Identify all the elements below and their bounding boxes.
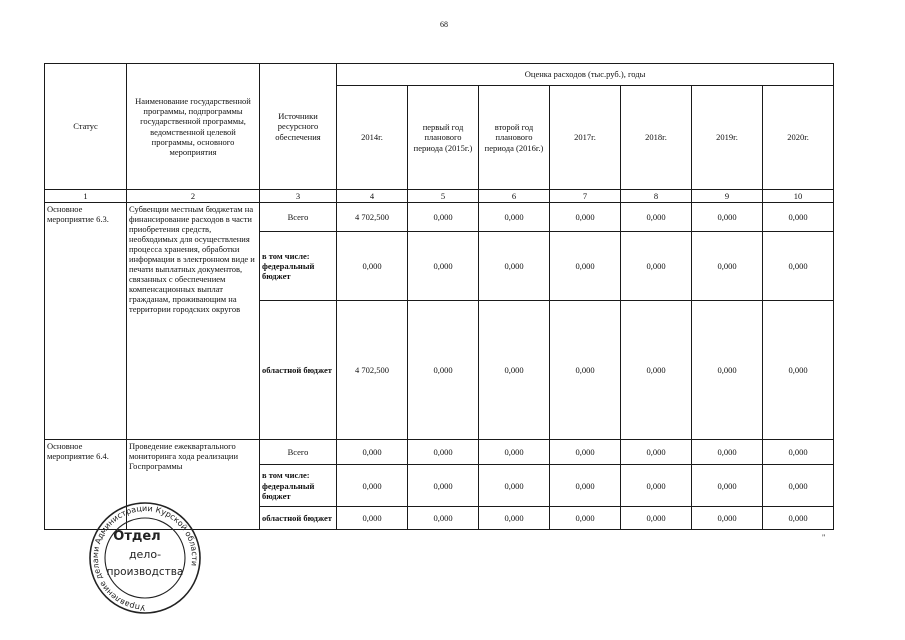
- value-cell: 0,000: [621, 203, 692, 232]
- value-cell: 0,000: [479, 465, 550, 507]
- source-label: Всего: [260, 440, 337, 465]
- value-cell: 0,000: [763, 301, 834, 440]
- column-number-row: [45, 190, 834, 203]
- value-cell: 0,000: [408, 440, 479, 465]
- source-label: областной бюджет: [260, 507, 337, 530]
- value-cell: 0,000: [621, 232, 692, 301]
- value-cell: 0,000: [692, 203, 763, 232]
- value-cell: 0,000: [621, 465, 692, 507]
- column-number: 9: [692, 190, 763, 203]
- header-year: первый год планового периода (2015г.): [408, 86, 479, 190]
- measure-status: Основное мероприятие 6.4.: [45, 440, 127, 530]
- measure-name: Субвенции местным бюджетам на финансирование расходов в части приобретения средств, необходимых для осуществления процесса хранения, обработки информации в электронном виде и печати выплатных документов, связанных с обеспечением компенсационных выплат гражданам, проживающим на территории городских округов: [127, 203, 260, 440]
- header-year: 2017г.: [550, 86, 621, 190]
- value-cell: 0,000: [479, 203, 550, 232]
- value-cell: 0,000: [479, 507, 550, 530]
- column-number: 8: [621, 190, 692, 203]
- column-number: 6: [479, 190, 550, 203]
- header-year: 2020г.: [763, 86, 834, 190]
- value-cell: 0,000: [763, 465, 834, 507]
- column-number: 3: [260, 190, 337, 203]
- value-cell: 0,000: [550, 507, 621, 530]
- header-sources: Источники ресурсного обеспечения: [260, 64, 337, 190]
- header-year: второй год планового периода (2016г.): [479, 86, 550, 190]
- value-cell: 0,000: [692, 301, 763, 440]
- value-cell: 0,000: [621, 301, 692, 440]
- value-cell: 0,000: [550, 301, 621, 440]
- value-cell: 4 702,500: [337, 203, 408, 232]
- value-cell: 0,000: [479, 301, 550, 440]
- stamp-line-2: дело-: [128, 548, 162, 561]
- column-number: 7: [550, 190, 621, 203]
- office-stamp: [80, 495, 210, 615]
- header-year: 2019г.: [692, 86, 763, 190]
- value-cell: 0,000: [763, 232, 834, 301]
- source-label: в том числе: федеральный бюджет: [260, 465, 337, 507]
- stamp-line-1: Отдел: [113, 529, 161, 544]
- value-cell: 0,000: [408, 465, 479, 507]
- column-number: 5: [408, 190, 479, 203]
- header-year: 2014г.: [337, 86, 408, 190]
- corner-mark: ": [822, 533, 826, 542]
- value-cell: 0,000: [337, 507, 408, 530]
- header-program-name: Наименование государственной программы, подпрограммы государственной программы, ведомственной целевой программы, основного мероприятия: [127, 64, 260, 190]
- column-number: 4: [337, 190, 408, 203]
- value-cell: 0,000: [692, 440, 763, 465]
- column-number: 1: [45, 190, 127, 203]
- header-estimate: Оценка расходов (тыс.руб.), годы: [337, 64, 834, 86]
- value-cell: 0,000: [692, 507, 763, 530]
- value-cell: 0,000: [408, 301, 479, 440]
- value-cell: 0,000: [337, 232, 408, 301]
- value-cell: 0,000: [408, 203, 479, 232]
- table-row: [45, 203, 834, 232]
- value-cell: 0,000: [692, 232, 763, 301]
- page-number: 68: [440, 20, 448, 29]
- source-label: Всего: [260, 203, 337, 232]
- measure-status: Основное мероприятие 6.3.: [45, 203, 127, 440]
- value-cell: 0,000: [479, 440, 550, 465]
- column-number: 10: [763, 190, 834, 203]
- header-year: 2018г.: [621, 86, 692, 190]
- table-row: [45, 440, 834, 465]
- value-cell: 0,000: [621, 507, 692, 530]
- value-cell: 0,000: [550, 465, 621, 507]
- column-number: 2: [127, 190, 260, 203]
- value-cell: 0,000: [408, 232, 479, 301]
- value-cell: 0,000: [692, 465, 763, 507]
- value-cell: 0,000: [550, 203, 621, 232]
- value-cell: 0,000: [408, 507, 479, 530]
- value-cell: 0,000: [550, 440, 621, 465]
- value-cell: 4 702,500: [337, 301, 408, 440]
- value-cell: 0,000: [337, 440, 408, 465]
- source-label: в том числе: федеральный бюджет: [260, 232, 337, 301]
- budget-table: [44, 63, 834, 530]
- measure-name: Проведение ежеквартального мониторинга хода реализации Госпрограммы: [127, 440, 260, 530]
- value-cell: 0,000: [763, 507, 834, 530]
- source-label: областной бюджет: [260, 301, 337, 440]
- value-cell: 0,000: [621, 440, 692, 465]
- value-cell: 0,000: [763, 440, 834, 465]
- value-cell: 0,000: [550, 232, 621, 301]
- value-cell: 0,000: [763, 203, 834, 232]
- header-status: Статус: [45, 64, 127, 190]
- value-cell: 0,000: [337, 465, 408, 507]
- stamp-line-3: производства: [106, 566, 184, 578]
- value-cell: 0,000: [479, 232, 550, 301]
- stamp-ring-text: Управление делами Администрации Курской области: [90, 503, 200, 613]
